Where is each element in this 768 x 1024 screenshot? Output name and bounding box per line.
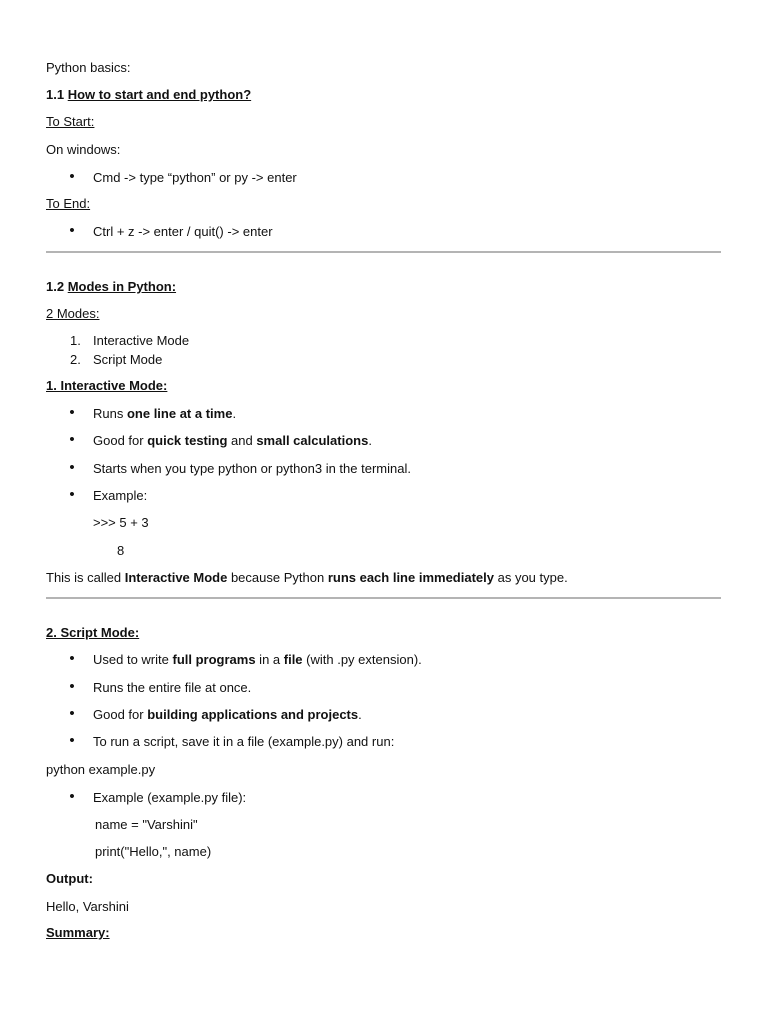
interactive-bullet-4: Example: [93,488,148,503]
code-line-1: name = "Varshini" [95,817,198,832]
mode-item-interactive: Interactive Mode [93,333,190,348]
interactive-note [46,570,568,586]
list-number: 2. [70,352,81,367]
bold-run: file [283,652,303,667]
bold-run: one line at a time [126,406,233,421]
bullet-icon: • [69,650,75,667]
bullet-icon: • [69,788,75,805]
bullet-icon: • [69,705,75,722]
script-bullet-1 [93,652,422,668]
script-bullet-5: Example (example.py file): [93,790,247,805]
section-1-1-number: 1.1 [46,87,65,102]
text-run: . [232,406,237,421]
mode-item-script: Script Mode [93,352,163,367]
script-bullet-4: To run a script, save it in a file (example.py) and run: [93,734,395,749]
end-step: Ctrl + z -> enter / quit() -> enter [93,224,273,239]
script-mode-heading: 2. Script Mode: [46,625,140,640]
interactive-bullet-1 [93,406,236,422]
text-run: Good for [93,707,148,722]
bold-run: quick testing [147,433,228,448]
bold-run: runs each line immediately [327,570,494,585]
section-1-1-heading [46,87,251,103]
doc-title: Python basics: [46,60,131,75]
bold-run: Interactive Mode [124,570,228,585]
text-run: as you type. [494,570,568,585]
example-output: 8 [117,543,125,558]
text-run: and [227,433,257,448]
summary-heading: Summary: [46,925,110,940]
section-1-2-heading [46,279,176,295]
list-number: 1. [70,333,81,348]
code-line-2: print("Hello,", name) [95,844,212,859]
interactive-bullet-2 [93,433,372,449]
bullet-icon: • [69,459,75,476]
interactive-bullet-3: Starts when you type python or python3 in the terminal. [93,461,411,476]
bold-run: small calculations [256,433,369,448]
text-run: because Python [227,570,328,585]
bullet-icon: • [69,732,75,749]
section-1-2-number: 1.2 [46,279,65,294]
on-windows-label: On windows: [46,142,121,157]
bullet-icon: • [69,486,75,503]
section-1-1-title: How to start and end python? [67,87,252,102]
text-run: in a [255,652,284,667]
output-label: Output: [46,871,93,886]
bullet-icon: • [69,222,75,239]
to-start-label: To Start: [46,114,95,129]
two-modes-label: 2 Modes: [46,306,100,321]
text-run: . [368,433,372,448]
start-step: Cmd -> type “python” or py -> enter [93,170,297,185]
bullet-icon: • [69,431,75,448]
example-input: >>> 5 + 3 [93,515,149,530]
bullet-icon: • [69,404,75,421]
horizontal-divider [46,597,721,599]
output-value: Hello, Varshini [46,899,129,914]
bold-run: building applications and projects [147,707,359,722]
script-bullet-2: Runs the entire file at once. [93,680,252,695]
text-run: Runs [93,406,127,421]
run-command: python example.py [46,762,156,777]
script-bullet-3 [93,707,362,723]
text-run: (with .py extension). [302,652,422,667]
text-run: Good for [93,433,148,448]
horizontal-divider [46,251,721,253]
bullet-icon: • [69,168,75,185]
text-run: This is called [46,570,125,585]
to-end-label: To End: [46,196,91,211]
bullet-icon: • [69,678,75,695]
interactive-mode-heading: 1. Interactive Mode: [46,378,168,393]
text-run: . [358,707,362,722]
section-1-2-title: Modes in Python: [67,279,177,294]
text-run: Used to write [93,652,173,667]
bold-run: full programs [172,652,256,667]
